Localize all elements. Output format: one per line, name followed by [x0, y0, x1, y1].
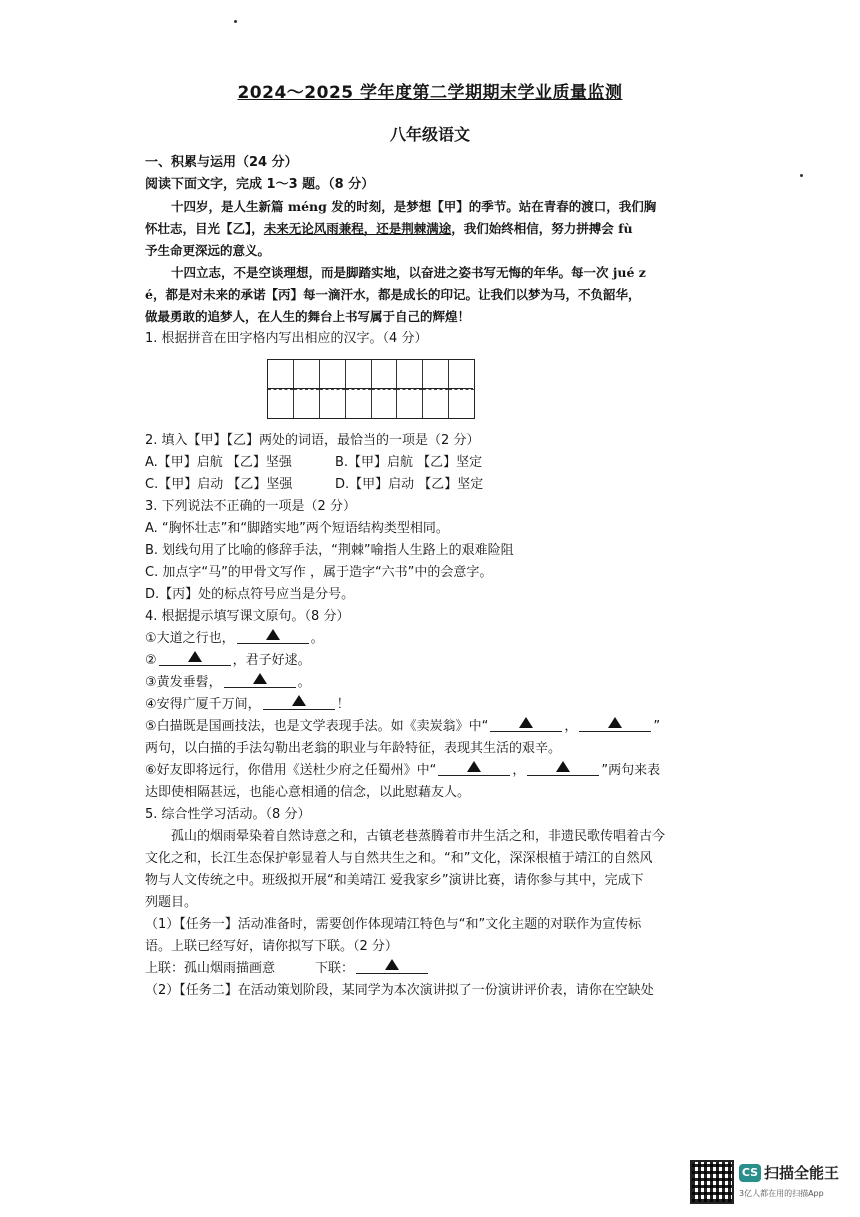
q5-paragraph-line: 物与人文传统之中。班级拟开展“和美靖江 爱我家乡”演讲比赛，请你参与其中，完成下 — [145, 873, 644, 888]
tianzige-grid-area — [145, 350, 735, 430]
exam-content — [145, 152, 735, 1002]
q2-options-row — [145, 452, 735, 474]
answer-blank[interactable] — [237, 629, 309, 644]
fill-item: ⑥好友即将远行，你借用《送杜少府之任蜀州》中“ ， ”两句来表 — [145, 763, 661, 778]
passage-line: 做最勇敢的追梦人，在人生的舞台上书写属于自己的辉煌！ — [145, 309, 471, 324]
grid-cell[interactable] — [346, 360, 372, 418]
option-a[interactable]: A. “胸怀壮志”和“脚踏实地”两个短语结构类型相同。 — [145, 521, 449, 536]
question-1: 1. 根据拼音在田字格内写出相应的汉字。（4 分） — [145, 331, 428, 346]
grid-cell[interactable] — [294, 360, 320, 418]
option-a[interactable]: A.【甲】启航 【乙】坚强 — [145, 455, 292, 470]
answer-blank[interactable] — [438, 761, 510, 776]
q5-paragraph-line: 孤山的烟雨晕染着自然诗意之和，古镇老巷蒸腾着市井生活之和，非遗民歌传唱着古今 — [171, 829, 666, 844]
fill-item: ③黄发垂髫， 。 — [145, 675, 311, 690]
option-d[interactable]: D.【甲】启动 【乙】坚定 — [335, 477, 484, 492]
couplet-lower-label: 下联： — [315, 961, 355, 976]
qr-code-icon — [690, 1160, 734, 1204]
passage-line: 予生命更深远的意义。 — [145, 243, 271, 258]
q2-options-row — [145, 474, 735, 496]
underlined-sentence: 未来无论风雨兼程，还是荆棘满途 — [263, 221, 452, 236]
reading-intro: 阅读下面文字，完成 1～3 题。（8 分） — [145, 177, 375, 192]
question-5: 5. 综合性学习活动。（8 分） — [145, 807, 311, 822]
answer-blank[interactable] — [263, 695, 335, 710]
option-c[interactable]: C.【甲】启动 【乙】坚强 — [145, 477, 293, 492]
task-1: （1）【任务一】活动准备时，需要创作体现靖江特色与“和”文化主题的对联作为宣传标 — [145, 917, 642, 932]
grid-divider — [267, 388, 473, 389]
exam-subtitle: 八年级语文 — [389, 125, 470, 144]
answer-blank[interactable] — [490, 717, 562, 732]
grid-cell[interactable] — [449, 360, 474, 418]
answer-blank[interactable] — [579, 717, 651, 732]
answer-blank[interactable] — [224, 673, 296, 688]
question-4: 4. 根据提示填写课文原句。（8 分） — [145, 609, 350, 624]
scan-speck — [800, 174, 803, 177]
watermark-tagline: 3亿人都在用的扫描App — [739, 1189, 824, 1198]
fill-item-cont: 达即使相隔甚远，也能心意相通的信念，以此慰藉友人。 — [145, 785, 471, 800]
question-2: 2. 填入【甲】【乙】两处的词语，最恰当的一项是（2 分） — [145, 433, 480, 448]
couplet-row — [145, 958, 735, 980]
grid-cell[interactable] — [320, 360, 346, 418]
fill-item: ④安得广厦千万间， ！ — [145, 697, 350, 712]
option-b[interactable]: B. 划线句用了比喻的修辞手法，“荆棘”喻指人生路上的艰难险阻 — [145, 543, 514, 558]
task-1-cont: 语。上联已经写好，请你拟写下联。（2 分） — [145, 939, 398, 954]
grid-cell[interactable] — [397, 360, 423, 418]
option-b[interactable]: B.【甲】启航 【乙】坚定 — [335, 455, 483, 470]
grid-cell[interactable] — [372, 360, 398, 418]
fill-item: ② ，君子好逑。 — [145, 653, 311, 668]
option-d[interactable]: D.【丙】处的标点符号应当是分号。 — [145, 587, 355, 602]
couplet-upper: 上联：孤山烟雨描画意 — [145, 961, 276, 976]
section-heading: 一、积累与运用（24 分） — [145, 155, 298, 170]
answer-blank[interactable] — [527, 761, 599, 776]
q5-paragraph-line: 列题目。 — [145, 895, 198, 910]
scan-speck — [234, 20, 237, 23]
tianzige-grid[interactable] — [267, 359, 475, 419]
answer-blank[interactable] — [159, 651, 231, 666]
fill-item: ⑤白描既是国画技法，也是文学表现手法。如《卖炭翁》中“ ， ” — [145, 719, 661, 734]
exam-title: 2024～2025 学年度第二学期期末学业质量监测 — [237, 83, 623, 103]
option-c[interactable]: C. 加点字“马”的甲骨文写作 ，属于造字“六书”中的会意字。 — [145, 565, 493, 580]
question-3: 3. 下列说法不正确的一项是（2 分） — [145, 499, 356, 514]
grid-cell[interactable] — [423, 360, 449, 418]
passage-line: 十四立志，不是空谈理想，而是脚踏实地，以奋进之姿书写无悔的年华。每一次 jué z — [171, 265, 646, 280]
camscanner-logo-icon: CS — [739, 1164, 761, 1182]
task-2: （2）【任务二】在活动策划阶段，某同学为本次演讲拟了一份演讲评价表，请你在空缺处 — [145, 983, 654, 998]
fill-item: ①大道之行也， 。 — [145, 631, 324, 646]
q5-paragraph-line: 文化之和，长江生态保护彰显着人与自然共生之和。“和”文化，深深根植于靖江的自然风 — [145, 851, 653, 866]
passage-line: é，都是对未来的承诺【丙】每一滴汗水，都是成长的印记。让我们以梦为马，不负韶华， — [145, 287, 641, 302]
grid-cell[interactable] — [268, 360, 294, 418]
fill-item-cont: 两句，以白描的手法勾勒出老翁的职业与年龄特征，表现其生活的艰辛。 — [145, 741, 562, 756]
passage-line: 怀壮志，目光【乙】，未来无论风雨兼程，还是荆棘满途，我们始终相信，努力拼搏会 fù — [145, 221, 633, 236]
watermark-brand: 扫描全能王 — [764, 1164, 840, 1182]
answer-blank[interactable] — [356, 959, 428, 974]
passage-line: 十四岁，是人生新篇 méng 发的时刻，是梦想【甲】的季节。站在青春的渡口，我们胸 — [171, 199, 657, 214]
